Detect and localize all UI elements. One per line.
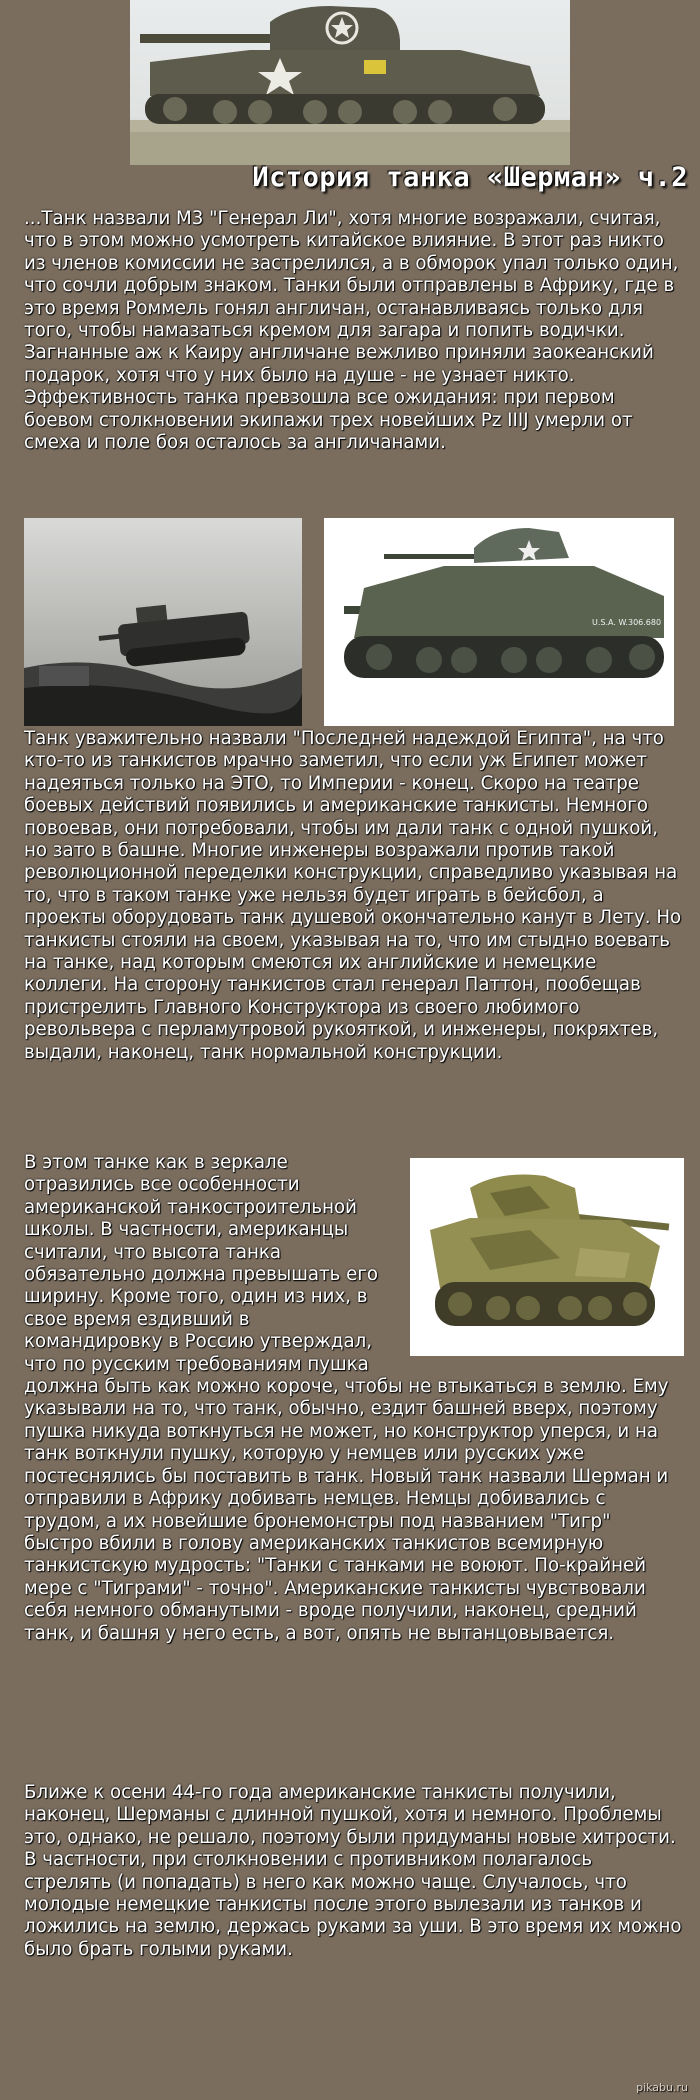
m3-tank-jump-photo: [24, 518, 302, 726]
hull-marking: [592, 618, 661, 627]
watermark: pikabu.ru: [636, 2081, 688, 2094]
paragraph-4: Ближе к осени 44-го года американские танкисты получили, наконец, Шерманы с длинной пушкой, хотя и немного. Проблемы это, однако, не решало, поэтому были придуманы новые хитрости. В частности, при столкновении с противником полагалось стрелять (и попадать) в него как можно чаще. Случалось, что молодые немецкие танкисты после этого вылезали из танков и ложились на землю, держась руками за уши. В это время их можно было брать голыми руками.: [24, 1782, 682, 1960]
m3-lee-illustration: [324, 518, 674, 726]
paragraph-3-container: [24, 1152, 684, 1645]
sherman-camo-illustration: [410, 1158, 684, 1356]
m3-jump-illustration: [24, 518, 302, 726]
paragraph-1: ...Танк назвали М3 "Генерал Ли", хотя многие возражали, считая, что в этом можно усмотреть китайское влияние. В этот раз никто из членов комиссии не застрелился, а в обморок упал только один, что сочли добрым знаком. Танки были отправлены в Африку, где в это время Роммель гонял англичан, останавливаясь только для того, чтобы намазаться кремом для загара и попить водички. Загнанные аж к Каиру англичане вежливо приняли заокеанский подарок, хотя что у них было на душе - не узнает никто. Эффективность танка превзошла все ожидания: при первом боевом столкновении экипажи трех новейших Pz IIIJ умерли от смеха и поле боя осталось за англичанами.: [24, 208, 679, 454]
paragraph-3: В этом танке как в зеркале отразились все особенности американской танкостроительной школы. В частности, американцы считали, что высота танка обязательно должна превышать его ширину. Кроме того, один из них, в свое время ездивший в командировку в Россию утверждал, что по русским требованиям пушка должна быть как можно короче, чтобы не втыкаться в землю. Ему указывали на то, что танк, обычно, ездит башней вверх, поэтому пушка никуда воткнуться не может, но конструктор уперся, и на танк воткнули пушку, которую у немцев или русских уже постеснялись бы поставить в танк. Новый танк назвали Шерман и отправили в Африку добивать немцев. Немцы добивались с трудом, а их новейшие бронемонстры под названием "Тигр" быстро вбили в голову американских танкистов всемирную танкистскую мудрость: "Танки с танками не воюют. По-крайней мере с "Тиграми" - точно". Американские танкисты чувствовали себя немного обманутыми - вроде получили, наконец, средний танк, и башня у него есть, а вот, опять не вытанцовывается.: [24, 1152, 669, 1644]
hero-tank-image: [130, 0, 570, 165]
paragraph-2: Танк уважительно назвали "Последней надеждой Египта", на что кто-то из танкистов мрачно заметил, что если уж Египет может надеяться только на ЭТО, то Империи - конец. Скоро на театре боевых действий появились и американские танкисты. Немного повоевав, они потребовали, чтобы им дали танк с одной пушкой, но зато в башне. Многие инженеры возражали против такой революционной переделки конструкции, справедливо указывая на то, что в таком танке уже нельзя будет играть в бейсбол, а проекты оборудовать танк душевой окончательно канут в Лету. Но танкисты стояли на своем, указывая на то, что им стыдно воевать на танке, над которым смеются их английские и немецкие коллеги. На сторону танкистов стал генерал Паттон, пообещав пристрелить Главного Конструктора из своего любимого револьвера с перламутровой рукояткой, и инженеры, покряхтев, выдали, наконец, танк нормальной конструкции.: [24, 728, 682, 1063]
m3-lee-profile-photo: [324, 518, 674, 726]
page-title: История танка «Шерман» ч.2: [252, 162, 688, 193]
sherman-m4a3-photo: [410, 1158, 684, 1356]
svg-text:U.S.A. W.306.680: U.S.A. W.306.680: [592, 618, 662, 627]
sherman-tank-illustration: [130, 0, 570, 165]
